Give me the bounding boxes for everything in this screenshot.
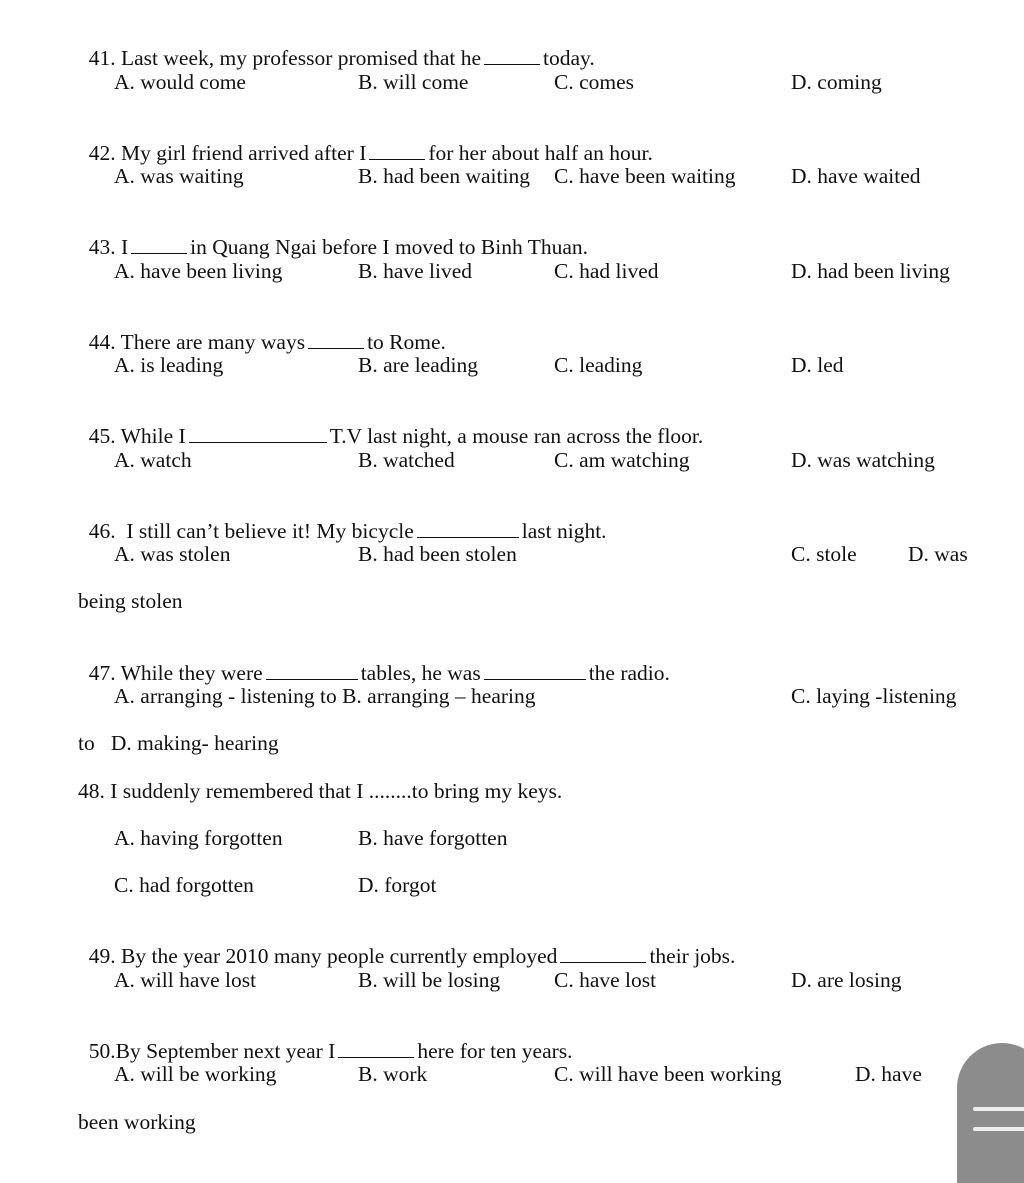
option-b: B. watched — [358, 448, 455, 472]
option-c: C. laying -listening — [791, 684, 957, 708]
stem-text: in Quang Ngai before I moved to Binh Thuan. — [190, 235, 589, 259]
option-a: A. was stolen — [114, 542, 231, 566]
option-c: C. have lost — [554, 968, 657, 992]
option-a: A. is leading — [114, 353, 224, 377]
answer-blank — [369, 141, 425, 160]
option-c: C. had lived — [554, 259, 659, 283]
answer-blank — [338, 1039, 414, 1058]
option-d: D. led — [791, 353, 844, 377]
stem-text: today. — [543, 46, 595, 70]
option-c: C. leading — [554, 353, 643, 377]
option-a: A. having forgotten — [114, 826, 283, 850]
stem-text: 47. While they were — [88, 661, 263, 685]
option-c: C. am watching — [554, 448, 690, 472]
question-46-stem — [78, 495, 607, 543]
stem-text: the radio. — [588, 661, 670, 685]
option-d: D. coming — [791, 70, 882, 94]
option-a: A. will be working — [114, 1062, 277, 1086]
stem-text: T.V last night, a mouse ran across the floor. — [329, 424, 704, 448]
stem-text: here for ten years. — [417, 1039, 573, 1063]
stem-text: 41. Last week, my professor promised that he — [88, 46, 482, 70]
drag-handle[interactable] — [957, 1043, 1024, 1183]
option-c: C. will have been working — [554, 1062, 782, 1086]
answer-blank — [266, 661, 358, 680]
option-b: B. had been stolen — [358, 542, 517, 566]
answer-blank — [560, 944, 646, 963]
option-a: A. would come — [114, 70, 246, 94]
question-48-stem: 48. I suddenly remembered that I ........to bring my keys. — [78, 779, 563, 803]
question-47-stem — [78, 637, 670, 685]
option-d: D. forgot — [358, 873, 437, 897]
grip-line-icon — [973, 1107, 1024, 1111]
answer-blank — [131, 235, 187, 254]
option-b: B. will come — [358, 70, 469, 94]
option-c: C. comes — [554, 70, 635, 94]
stem-text: 46. I still can’t believe it! My bicycle — [88, 519, 414, 543]
option-d: D. are losing — [791, 968, 902, 992]
answer-blank — [417, 519, 519, 538]
stem-text: to Rome. — [367, 330, 446, 354]
option-c: C. have been waiting — [554, 164, 736, 188]
answer-blank — [484, 46, 540, 65]
stem-text: 49. By the year 2010 many people currently employed — [88, 944, 558, 968]
stem-text: last night. — [521, 519, 607, 543]
option-d: D. have waited — [791, 164, 921, 188]
option-a: A. was waiting — [114, 164, 244, 188]
question-43-stem — [78, 211, 588, 259]
option-c: C. had forgotten — [114, 873, 254, 897]
question-41-stem — [78, 22, 595, 70]
option-b: B. are leading — [358, 353, 478, 377]
option-a: A. watch — [114, 448, 192, 472]
option-a: A. have been living — [114, 259, 283, 283]
option-b: B. work — [358, 1062, 428, 1086]
option-b: B. had been waiting — [358, 164, 530, 188]
option-d: D. had been living — [791, 259, 950, 283]
option-d: D. was — [908, 542, 968, 566]
stem-text: tables, he was — [360, 661, 481, 685]
option-a-b: A. arranging - listening to B. arranging – hearing — [114, 684, 536, 708]
option-d: D. have — [855, 1062, 922, 1086]
stem-text: 45. While I — [88, 424, 186, 448]
option-continuation: being stolen — [78, 589, 183, 613]
question-49-stem — [78, 920, 735, 968]
answer-blank — [308, 330, 364, 349]
stem-text: 50.By September next year I — [88, 1039, 336, 1063]
question-45-stem — [78, 400, 703, 448]
question-44-stem — [78, 306, 446, 354]
option-continuation: to D. making- hearing — [78, 731, 279, 755]
stem-text: for her about half an hour. — [428, 141, 653, 165]
option-d: D. was watching — [791, 448, 935, 472]
answer-blank — [189, 424, 327, 443]
option-c: C. stole — [791, 542, 857, 566]
stem-text: 42. My girl friend arrived after I — [88, 141, 367, 165]
stem-text: 43. I — [88, 235, 129, 259]
option-b: B. will be losing — [358, 968, 501, 992]
question-42-stem — [78, 117, 653, 165]
grip-line-icon — [973, 1127, 1024, 1131]
option-b: B. have lived — [358, 259, 473, 283]
answer-blank — [484, 661, 586, 680]
option-a: A. will have lost — [114, 968, 257, 992]
stem-text: 44. There are many ways — [88, 330, 306, 354]
option-b: B. have forgotten — [358, 826, 508, 850]
option-continuation: been working — [78, 1110, 196, 1134]
question-50-stem — [78, 1015, 573, 1063]
stem-text: their jobs. — [649, 944, 736, 968]
